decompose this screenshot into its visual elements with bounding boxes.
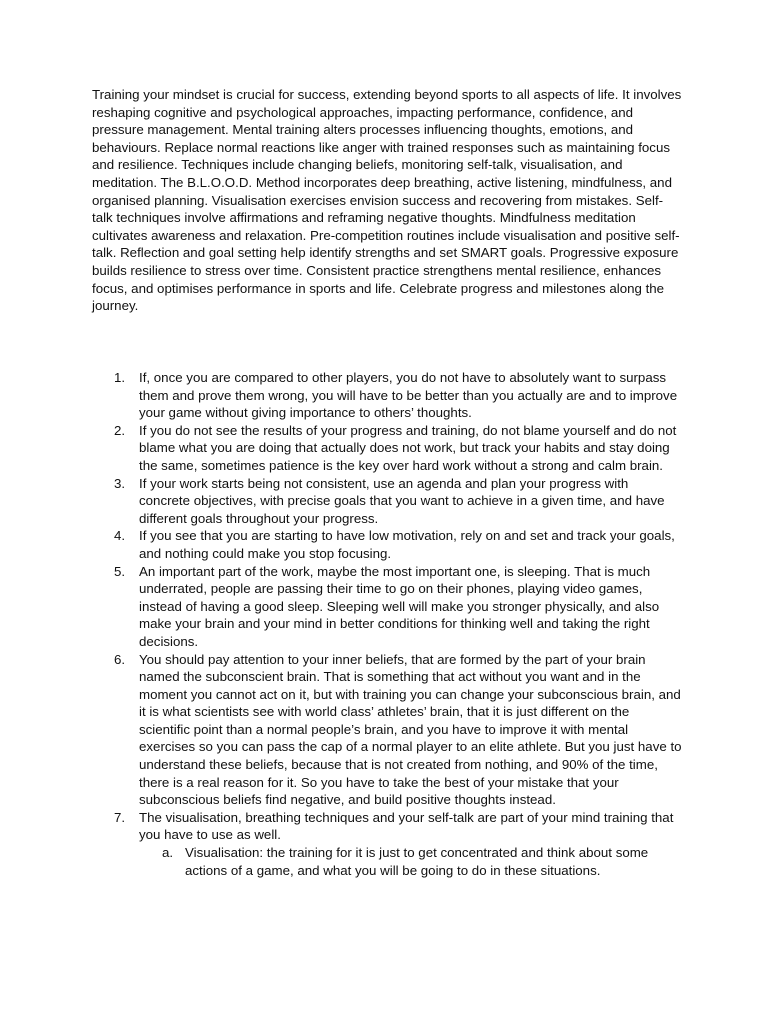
list-item-text: An important part of the work, maybe the most important one, is sleeping. That is much underrated, people are passing their time to go on their phones, playing video games, instead of having a good sleep. Sleeping well will make you stronger physically, and also make your brain and your mind in better conditions for thinking well and taking the right decisions. bbox=[139, 563, 660, 649]
list-item-text: If you do not see the results of your progress and training, do not blame yourself and do not blame what you are doing that actually does not work, but track your habits and stay doing the same, sometimes patience is the key over hard work without a strong and calm brain. bbox=[139, 422, 677, 473]
advice-list bbox=[92, 369, 682, 879]
list-item bbox=[92, 651, 682, 809]
list-item-text: If your work starts being not consistent, use an agenda and plan your progress with concrete objectives, with precise goals that you want to achieve in a given time, and have different goals throughout your progress. bbox=[139, 475, 665, 526]
list-item-number: 6. bbox=[114, 651, 126, 667]
intro-paragraph: Training your mindset is crucial for success, extending beyond sports to all aspects of life. It involves reshaping cognitive and psychological approaches, impacting performance, confidence, and pressure management. Mental training alters processes influencing thoughts, emotions, and behaviours. Replace normal reactions like anger with trained responses such as maintaining focus and resilience. Techniques include changing beliefs, monitoring self-talk, visualisation, and meditation. The B.L.O.O.D. Method incorporates deep breathing, active listening, mindfulness, and organised planning. Visualisation exercises envision success and recovering from mistakes. Self-talk techniques involve affirmations and reframing negative thoughts. Mindfulness meditation cultivates awareness and relaxation. Pre-competition routines include visualisation and positive self-talk. Reflection and goal setting help identify strengths and set SMART goals. Progressive exposure builds resilience to stress over time. Consistent practice strengthens mental resilience, enhances focus, and optimises performance in sports and life. Celebrate progress and milestones along the journey. bbox=[92, 87, 682, 314]
list-item bbox=[92, 563, 682, 651]
list-item-text: If you see that you are starting to have low motivation, rely on and set and track your goals, and nothing could make you stop focusing. bbox=[139, 528, 675, 561]
list-item bbox=[92, 475, 682, 528]
sub-list-item-letter: a. bbox=[162, 845, 174, 861]
list-item-number: 1. bbox=[114, 370, 126, 385]
list-item-text: If, once you are compared to other players, you do not have to absolutely want to surpass them and prove them wrong, you will have to be better than you actually are and to improve your game without giving importance to others’ thoughts. bbox=[139, 370, 678, 421]
list-item bbox=[92, 809, 682, 879]
list-item-number: 4. bbox=[114, 528, 126, 544]
list-item-text: You should pay attention to your inner beliefs, that are formed by the part of your brain named the subconscient brain. That is something that act without you want and in the moment you cannot act on it, but with training you can change your subconscious brain, and it is what scientists see with world class’ athletes’ brain, that it is just different on the scientific point than a normal people’s brain, and you have to improve it with mental exercises so you can pass the cap of a normal player to an elite athlete. But you just have to understand these beliefs, because that is not created from nothing, and 90% of the time, there is a real reason for it. So you have to take the best of your mistake that your subconscious beliefs find negative, and build positive thoughts instead. bbox=[139, 651, 682, 808]
list-item-number: 3. bbox=[114, 475, 126, 491]
list-item-number: 7. bbox=[114, 809, 126, 825]
list-item bbox=[92, 422, 682, 475]
list-item-number: 2. bbox=[114, 422, 126, 438]
sub-list-item-text: Visualisation: the training for it is just to get concentrated and think about some actions of a game, and what you will be going to do in these situations. bbox=[185, 845, 649, 878]
list-item bbox=[92, 369, 682, 422]
sub-list bbox=[139, 844, 682, 879]
list-item-text: The visualisation, breathing techniques and your self-talk are part of your mind training that you have to use as well. bbox=[139, 809, 674, 843]
sub-list-item bbox=[139, 844, 682, 879]
list-item-number: 5. bbox=[114, 563, 126, 579]
list-item bbox=[92, 527, 682, 562]
